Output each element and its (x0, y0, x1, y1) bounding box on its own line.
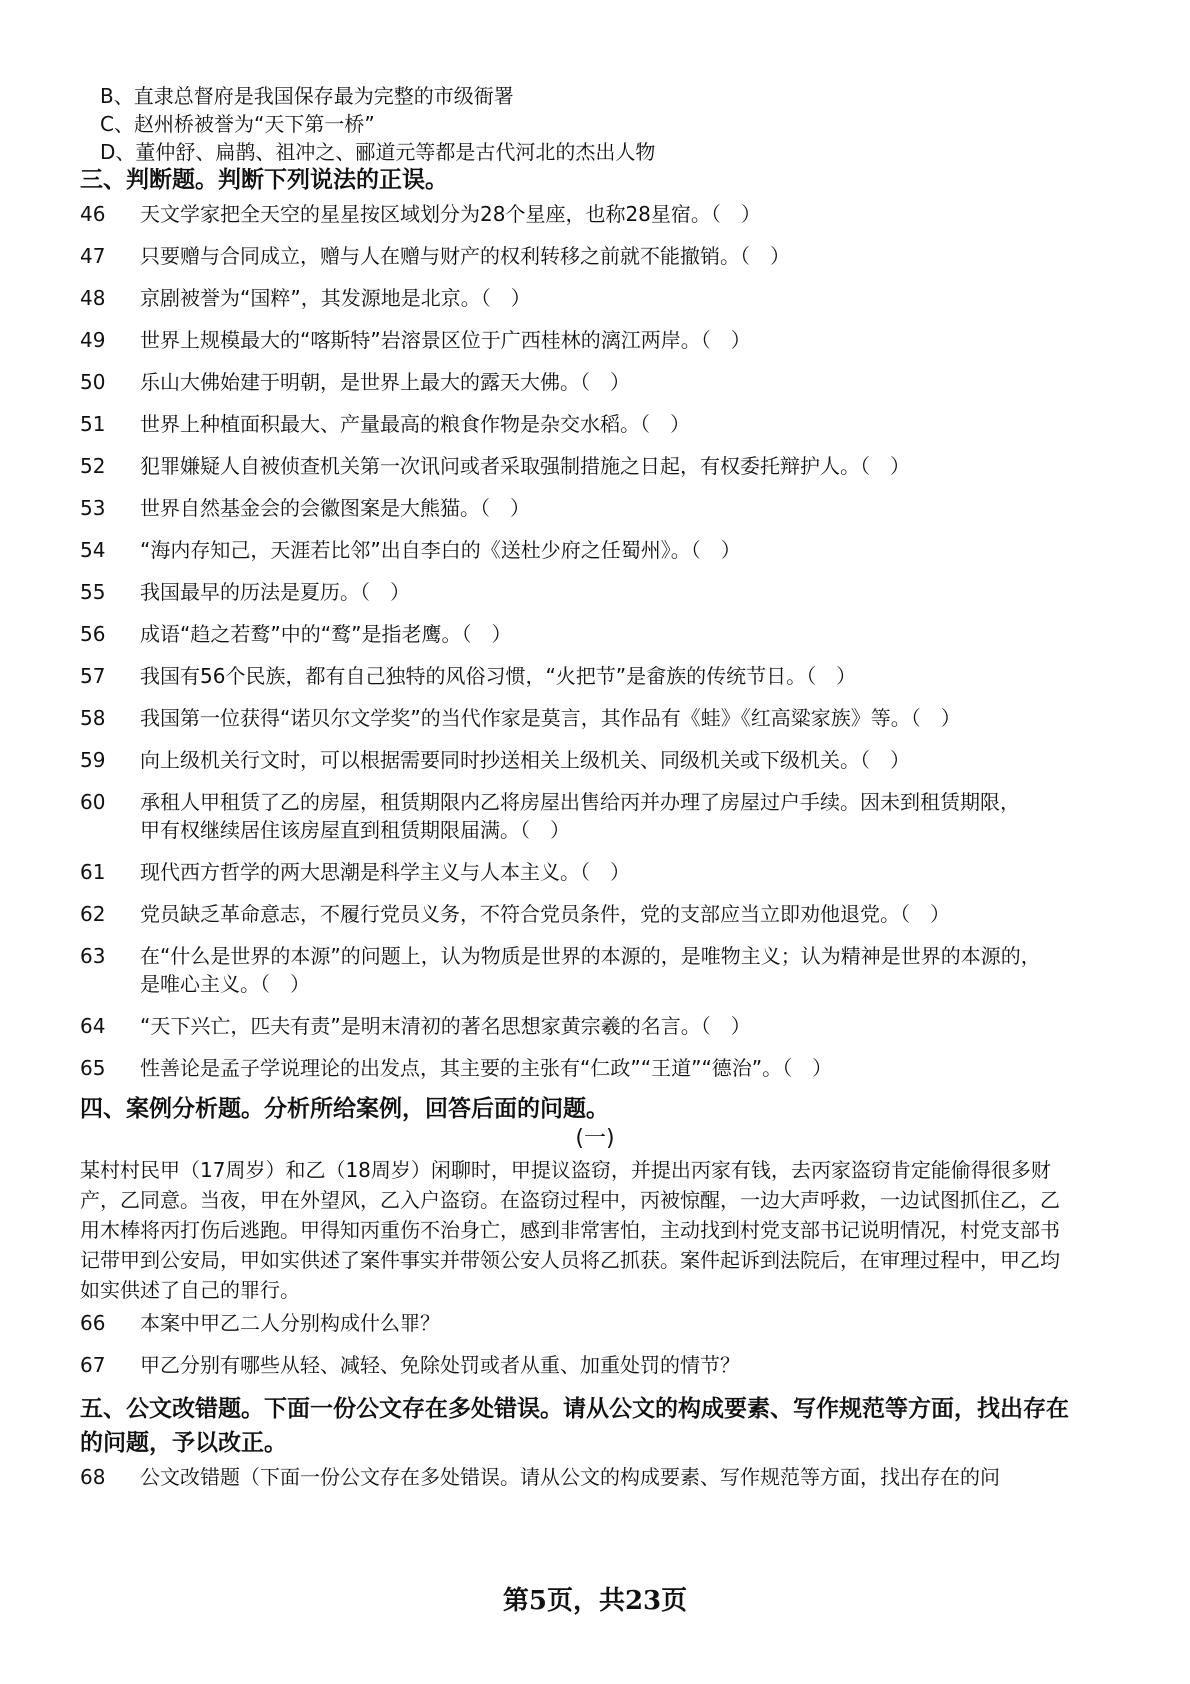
section-4-heading: 四、案例分析题。分析所给案例，回答后面的问题。 (80, 1096, 609, 1122)
question-text: 乐山大佛始建于明朝，是世界上最大的露天大佛。（ ） (140, 370, 630, 394)
question-text: “海内存知己，天涯若比邻”出自李白的《送杜少府之任蜀州》。（ ） (140, 538, 741, 562)
question-number: 56 (80, 622, 106, 646)
question-text: 我国有56个民族，都有自己独特的风俗习惯，“火把节”是畲族的传统节日。（ ） (140, 664, 857, 688)
case-line: 记带甲到公安局，甲如实供述了案件事实并带领公安人员将乙抓获。案件起诉到法院后，在审理过程中，甲乙均 (80, 1248, 1060, 1272)
question-text: 天文学家把全天空的星星按区域划分为28个星座，也称28星宿。（ ） (140, 202, 761, 226)
question-text: 甲有权继续居住该房屋直到租赁期限届满。（ ） (140, 818, 570, 842)
option-c: C、赵州桥被誉为“天下第一桥” (100, 112, 375, 136)
section-5-heading-line-2: 的问题，予以改正。 (80, 1430, 287, 1456)
question-text: 甲乙分别有哪些从轻、减轻、免除处罚或者从重、加重处罚的情节？ (140, 1353, 740, 1377)
question-number: 63 (80, 944, 106, 968)
question-text: 我国最早的历法是夏历。（ ） (140, 580, 410, 604)
option-b: B、直隶总督府是我国保存最为完整的市级衙署 (100, 84, 514, 108)
question-text: 现代西方哲学的两大思潮是科学主义与人本主义。（ ） (140, 860, 630, 884)
question-number: 64 (80, 1014, 106, 1038)
question-text: 党员缺乏革命意志，不履行党员义务，不符合党员条件，党的支部应当立即劝他退党。（ ） (140, 902, 950, 926)
question-text: 本案中甲乙二人分别构成什么罪？ (140, 1311, 440, 1335)
question-text: 世界上种植面积最大、产量最高的粮食作物是杂交水稻。（ ） (140, 412, 690, 436)
case-line: 用木棒将丙打伤后逃跑。甲得知丙重伤不治身亡，感到非常害怕，主动找到村党支部书记说明情况，村党支部书 (80, 1218, 1060, 1242)
question-number: 48 (80, 286, 106, 310)
case-title: (一) (575, 1126, 615, 1151)
page-footer: 第5页，共23页 (502, 1586, 688, 1616)
question-number: 50 (80, 370, 106, 394)
question-text: 在“什么是世界的本源”的问题上，认为物质是世界的本源的，是唯物主义；认为精神是世界的本源的， (140, 944, 1041, 968)
question-number: 47 (80, 244, 106, 268)
question-text: 犯罪嫌疑人自被侦查机关第一次讯问或者采取强制措施之日起，有权委托辩护人。（ ） (140, 454, 910, 478)
question-number: 67 (80, 1353, 106, 1377)
question-number: 59 (80, 748, 106, 772)
question-number: 62 (80, 902, 106, 926)
case-line: 产，乙同意。当夜，甲在外望风，乙入户盗窃。在盗窃过程中，丙被惊醒，一边大声呼救，一边试图抓住乙，乙 (80, 1188, 1060, 1212)
question-number: 65 (80, 1056, 106, 1080)
question-number: 51 (80, 412, 106, 436)
question-number: 49 (80, 328, 106, 352)
section-3-heading: 三、判断题。判断下列说法的正误。 (80, 167, 448, 193)
question-text: 公文改错题（下面一份公文存在多处错误。请从公文的构成要素、写作规范等方面，找出存在的问 (140, 1465, 1000, 1489)
question-number: 57 (80, 664, 106, 688)
question-number: 46 (80, 202, 106, 226)
option-d: D、董仲舒、扁鹊、祖冲之、郦道元等都是古代河北的杰出人物 (100, 140, 656, 164)
case-line: 如实供述了自己的罪行。 (80, 1278, 300, 1302)
question-number: 61 (80, 860, 106, 884)
question-text: 京剧被誉为“国粹”，其发源地是北京。（ ） (140, 286, 531, 310)
question-number: 55 (80, 580, 106, 604)
question-number: 66 (80, 1311, 106, 1335)
question-text: 世界上规模最大的“喀斯特”岩溶景区位于广西桂林的漓江两岸。（ ） (140, 328, 751, 352)
section-5-heading-line-1: 五、公文改错题。下面一份公文存在多处错误。请从公文的构成要素、写作规范等方面，找出存在 (80, 1396, 1069, 1422)
question-text: 性善论是孟子学说理论的出发点，其主要的主张有“仁政”“王道”“德治”。（ ） (140, 1056, 833, 1080)
question-number: 58 (80, 706, 106, 730)
question-text: 世界自然基金会的会徽图案是大熊猫。（ ） (140, 496, 530, 520)
question-text: 承租人甲租赁了乙的房屋，租赁期限内乙将房屋出售给丙并办理了房屋过户手续。因未到租赁期限， (140, 790, 1020, 814)
case-line: 某村村民甲（17周岁）和乙（18周岁）闲聊时，甲提议盗窃，并提出丙家有钱，去丙家盗窃肯定能偷得很多财 (80, 1158, 1051, 1182)
question-text: “天下兴亡，匹夫有责”是明末清初的著名思想家黄宗羲的名言。（ ） (140, 1014, 751, 1038)
question-number: 53 (80, 496, 106, 520)
question-text: 我国第一位获得“诺贝尔文学奖”的当代作家是莫言，其作品有《蛙》《红高粱家族》等。（ ） (140, 706, 961, 730)
question-text: 成语“趋之若鹜”中的“鹜”是指老鹰。（ ） (140, 622, 512, 646)
question-text: 只要赠与合同成立，赠与人在赠与财产的权利转移之前就不能撤销。（ ） (140, 244, 790, 268)
question-number: 68 (80, 1465, 106, 1489)
question-number: 52 (80, 454, 106, 478)
question-number: 54 (80, 538, 106, 562)
question-text: 是唯心主义。（ ） (140, 972, 310, 996)
question-text: 向上级机关行文时，可以根据需要同时抄送相关上级机关、同级机关或下级机关。（ ） (140, 748, 910, 772)
case-paragraph (80, 1155, 1120, 1305)
question-number: 60 (80, 790, 106, 814)
